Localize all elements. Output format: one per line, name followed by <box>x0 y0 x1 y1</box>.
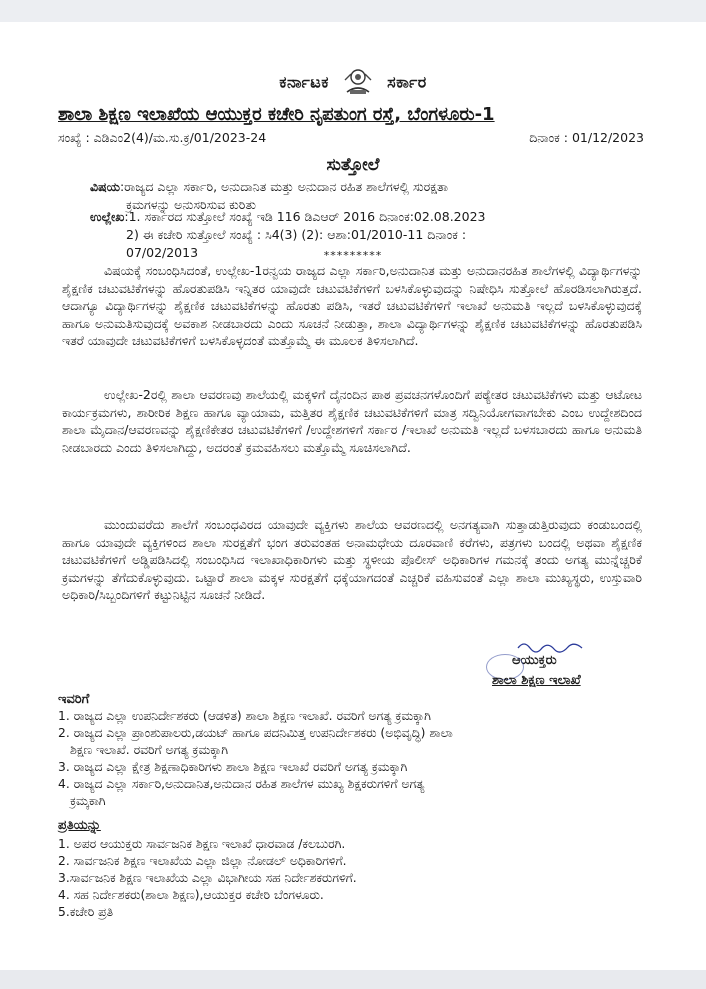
government-left-text: ಕರ್ನಾಟಕ <box>279 72 329 92</box>
reference-number: ಸಂಖ್ಯೆ : ಎಡಿಎಂ2(4)/ಮ.ಸು.ಕ್ರ/01/2023-24 <box>58 130 267 145</box>
reference-1: :1. ಸರ್ಕಾರದ ಸುತ್ತೋಲೆ ಸಂಖ್ಯೆ ಇಡಿ 116 ಡಿಎಆರ್ 2016 ದಿನಾಂಕ:02.08.2023 <box>124 209 486 224</box>
government-right-text: ಸರ್ಕಾರ <box>387 72 427 92</box>
paragraph-3: ಮುಂದುವರೆದು ಶಾಲೆಗೆ ಸಂಬಂಧವಿರದ ಯಾವುದೇ ವ್ಯಕ್ತಿಗಳು ಶಾಲೆಯ ಆವರಣದಲ್ಲಿ ಅನಗತ್ಯವಾಗಿ ಸುತ್ತಾಡುತ್ತಿರುವುದು ಕಂಡುಬಂದಲ್ಲಿ ಹಾಗೂ ಯಾವುದೇ ವ್ಯಕ್ತಿಗಳಿಂದ ಶಾಲಾ ಸುರಕ್ಷತೆಗೆ ಭಂಗ ತರುವಂತಹ ಅನಾಮಧೇಯ ದೂರವಾಣಿ ಕರೆಗಳು, ಪತ್ರಗಳು ಬಂದಲ್ಲಿ ಅಥವಾ ಶೈಕ್ಷಣಿಕ ಚಟುವಟಿಕೆಗಳಿಗೆ ಅಡ್ಡಿಪಡಿಸಿದಲ್ಲಿ ಸಂಬಂಧಿಸಿದ ಇಲಾಖಾಧಿಕಾರಿಗಳು ಮತ್ತು ಸ್ಥಳೀಯ ಪೊಲೀಸ್ ಅಧಿಕಾರಿಗಳ ಗಮನಕ್ಕೆ ತಂದು ಅಗತ್ಯ ಮುನ್ನೆಚ್ಚರಿಕೆ ಕ್ರಮಗಳನ್ನು ತೆಗೆದುಕೊಳ್ಳುವುದು. ಒಟ್ಟಾರೆ ಶಾಲಾ ಮಕ್ಕಳ ಸುರಕ್ಷತೆಗೆ ಧಕ್ಕೆಯಾಗದಂತೆ ಎಚ್ಚರಿಕೆ ವಹಿಸುವಂತೆ ಎಲ್ಲಾ ಶಾಲಾ ಮುಖ್ಯಸ್ಥರು, ಉಸ್ತುವಾರಿ ಅಧಿಕಾರಿ/ಸಿಬ್ಬಂದಿಗಳಿಗೆ ಕಟ್ಟುನಿಟ್ಟಿನ ಸೂಚನೆ ನೀಡಿದೆ. <box>62 517 642 603</box>
list-item: 3.ಸಾರ್ವಜನಿಕ ಶಿಕ್ಷಣ ಇಲಾಖೆಯ ಎಲ್ಲಾ ವಿಭಾಗೀಯ ಸಹ ನಿರ್ದೇಶಕರುಗಳಿಗೆ. <box>58 871 357 885</box>
paragraph-2: ಉಲ್ಲೇಖ-2ರಲ್ಲಿ ಶಾಲಾ ಆವರಣವು ಶಾಲೆಯಲ್ಲಿ ಮಕ್ಕಳಿಗೆ ದೈನಂದಿನ ಪಾಠ ಪ್ರವಚನಗಳೊಂದಿಗೆ ಪಠ್ಯೇತರ ಚಟುವಟಿಕೆಗಳು ಮತ್ತು ಆಟೋಟ ಕಾರ್ಯಕ್ರಮಗಳು, ಶಾರೀರಿಕ ಶಿಕ್ಷಣ ಹಾಗೂ ವ್ಯಾಯಾಮ, ಮತ್ತಿತರ ಶೈಕ್ಷಣಿಕ ಚಟುವಟಿಕೆಗಳಿಗೆ ಮಾತ್ರ ಸದ್ವಿನಿಯೋಗವಾಗಬೇಕು ಎಂಬ ಉದ್ದೇಶದಿಂದ ಶಾಲಾ ಮೈದಾನ/ಆವರಣವನ್ನು ಶೈಕ್ಷಣಿಕೇತರ ಚಟುವಟಿಕೆಗಳಿಗೆ /ಉದ್ದೇಶಗಳಿಗೆ ಸರ್ಕಾರ /ಇಲಾಖೆ ಅನುಮತಿ ಇಲ್ಲದೆ ಬಳಸಬಾರದು ಹಾಗೂ ಅನುಮತಿ ನೀಡಬಾರದು ಎಂದು ತಿಳಿಸಲಾಗಿದ್ದು, ಅದರಂತೆ ಕ್ರಮವಹಿಸಲು ಮತ್ತೊಮ್ಮೆ ಸೂಚಿಸಲಾಗಿದೆ. <box>62 387 642 455</box>
list-item: 1. ರಾಜ್ಯದ ಎಲ್ಲಾ ಉಪನಿರ್ದೇಶಕರು (ಆಡಳಿತ) ಶಾಲಾ ಶಿಕ್ಷಣ ಇಲಾಖೆ. ರವರಿಗೆ ಅಗತ್ಯ ಕ್ರಮಕ್ಕಾಗಿ <box>58 709 431 723</box>
top-margin-bar <box>0 0 706 22</box>
office-name: ಶಾಲಾ ಶಿಕ್ಷಣ ಇಲಾಖೆಯ ಆಯುಕ್ತರ ಕಚೇರಿ ನೃಪತುಂಗ ರಸ್ತೆ, ಬೆಂಗಳೂರು-1 <box>58 104 495 125</box>
copies-heading: ಪ್ರತಿಯನ್ನು <box>58 818 101 833</box>
list-item: 5.ಕಚೇರಿ ಪ್ರತಿ <box>58 905 114 919</box>
subject-label: ವಿಷಯ <box>90 179 120 194</box>
government-line <box>0 66 706 100</box>
copies-list <box>58 836 658 921</box>
list-item: 2. ಸಾರ್ವಜನಿಕ ಶಿಕ್ಷಣ ಇಲಾಖೆಯ ಎಲ್ಲಾ ಜಿಲ್ಲಾ ನೋಡಲ್ ಅಧಿಕಾರಿಗಳಿಗೆ. <box>58 854 347 868</box>
circular-title: ಸುತ್ತೋಲೆ <box>326 155 380 175</box>
separator: ********* <box>323 249 383 262</box>
signatory-department: ಶಾಲಾ ಶಿಕ್ಷಣ ಇಲಾಖೆ <box>492 673 581 688</box>
list-item: 4. ರಾಜ್ಯದ ಎಲ್ಲಾ ಸರ್ಕಾರಿ,ಅನುದಾನಿತ,ಅನುದಾನ ರಹಿತ ಶಾಲೆಗಳ ಮುಖ್ಯ ಶಿಕ್ಷಕರುಗಳಿಗೆ ಅಗತ್ಯ <box>58 777 425 791</box>
list-item: 2. ರಾಜ್ಯದ ಎಲ್ಲಾ ಪ್ರಾಂಶುಪಾಲರು,ಡಯಟ್ ಹಾಗೂ ಪದನಿಮಿತ್ತ ಉಪನಿರ್ದೇಶಕರು (ಅಭಿವೃದ್ಧಿ) ಶಾಲಾ <box>58 726 453 740</box>
reference-row <box>58 130 644 146</box>
list-item: ಶಿಕ್ಷಣ ಇಲಾಖೆ. ರವರಿಗೆ ಅಗತ್ಯ ಕ್ರಮಕ್ಕಾಗಿ <box>70 743 228 757</box>
subject-line-2: ಕ್ರಮಗಳನ್ನು ಅನುಸರಿಸುವ ಕುರಿತು <box>126 197 256 212</box>
references-label: ಉಲ್ಲೇಖ <box>90 209 125 224</box>
list-item: 3. ರಾಜ್ಯದ ಎಲ್ಲಾ ಕ್ಷೇತ್ರ ಶಿಕ್ಷಣಾಧಿಕಾರಿಗಳು ಶಾಲಾ ಶಿಕ್ಷಣ ಇಲಾಖೆ ರವರಿಗೆ ಅಗತ್ಯ ಕ್ರಮಕ್ಕಾಗಿ <box>58 760 408 774</box>
paragraph-1: ವಿಷಯಕ್ಕೆ ಸಂಬಂಧಿಸಿದಂತೆ, ಉಲ್ಲೇಖ-1ರನ್ವಯ ರಾಜ್ಯದ ಎಲ್ಲಾ ಸರ್ಕಾರಿ,ಅನುದಾನಿತ ಮತ್ತು ಅನುದಾನರಹಿತ ಶಾಲೆಗಳಲ್ಲಿ ವಿದ್ಯಾರ್ಥಿಗಳನ್ನು ಶೈಕ್ಷಣಿಕ ಚಟುವಟಿಕೆಗಳನ್ನು ಹೊರತುಪಡಿಸಿ ಇನ್ನಿತರ ಯಾವುದೇ ಚಟುವಟಿಕೆಗಳಿಗೆ ಬಳಸಿಕೊಳ್ಳುವುದನ್ನು ನಿಷೇಧಿಸಿ ಸುತ್ತೋಲೆ ಹೊರಡಿಸಲಾಗಿರುತ್ತದೆ. ಆದಾಗ್ಯೂ ವಿದ್ಯಾರ್ಥಿಗಳನ್ನು ಶೈಕ್ಷಣಿಕ ಚಟುವಟಿಕೆಗಳನ್ನು ಹೊರತು ಪಡಿಸಿ, ಇತರೆ ಚಟುವಟಿಕೆಗಳಿಗೆ ಇಲಾಖೆ ಅನುಮತಿ ಇಲ್ಲದೆ ಬಳಸಿಕೊಳ್ಳುವುದಕ್ಕೆ ಹಾಗೂ ಅನುಮತಿಸುವುದಕ್ಕೆ ಅವಕಾಶ ನೀಡಬಾರದು ಎಂದು ಸೂಚನೆ ನೀಡುತ್ತಾ, ಶಾಲಾ ವಿದ್ಯಾರ್ಥಿಗಳನ್ನು ಶೈಕ್ಷಣಿಕ ಚಟುವಟಿಕೆಗಳನ್ನು ಹೊರತುಪಡಿಸಿ ಇತರೆ ಯಾವುದೇ ಚಟುವಟಿಕೆಗಳಿಗೆ ಬಳಸಿಕೊಳ್ಳದಂತೆ ಮತ್ತೊಮ್ಮೆ ಈ ಮೂಲಕ ತಿಳಿಸಲಾಗಿದೆ. <box>62 263 642 349</box>
list-item: 4. ಸಹ ನಿರ್ದೇಶಕರು(ಶಾಲಾ ಶಿಕ್ಷಣ),ಆಯುಕ್ತರ ಕಚೇರಿ ಬೆಂಗಳೂರು. <box>58 888 324 902</box>
reference-2-line-2: 07/02/2013 <box>126 245 199 260</box>
recipients-heading: ಇವರಿಗೆ <box>58 692 90 707</box>
reference-2-line-1: 2) ಈ ಕಚೇರಿ ಸುತ್ತೋಲೆ ಸಂಖ್ಯೆ : ಸಿ4(3) (2): ಆಶಾ:01/2010-11 ದಿನಾಂಕ : <box>126 227 467 242</box>
recipients-list <box>58 708 658 810</box>
signatory-title: ಆಯುಕ್ತರು <box>512 653 557 668</box>
subject-line-1: :ರಾಜ್ಯದ ಎಲ್ಲಾ ಸರ್ಕಾರಿ, ಅನುದಾನಿತ ಮತ್ತು ಅನುದಾನ ರಹಿತ ಶಾಲೆಗಳಲ್ಲಿ ಸುರಕ್ಷತಾ <box>119 179 449 194</box>
list-item: ಕ್ರಮ್ಕಕಾಗಿ <box>70 794 106 808</box>
document-date: ದಿನಾಂಕ : 01/12/2023 <box>529 130 644 145</box>
list-item: 1. ಅಪರ ಆಯುಕ್ತರು ಸಾರ್ವಜನಿಕ ಶಿಕ್ಷಣ ಇಲಾಖೆ ಧಾರವಾಡ /ಕಲಬುರಗಿ. <box>58 837 346 851</box>
bottom-margin-bar <box>0 970 706 989</box>
state-emblem-icon <box>341 66 375 100</box>
